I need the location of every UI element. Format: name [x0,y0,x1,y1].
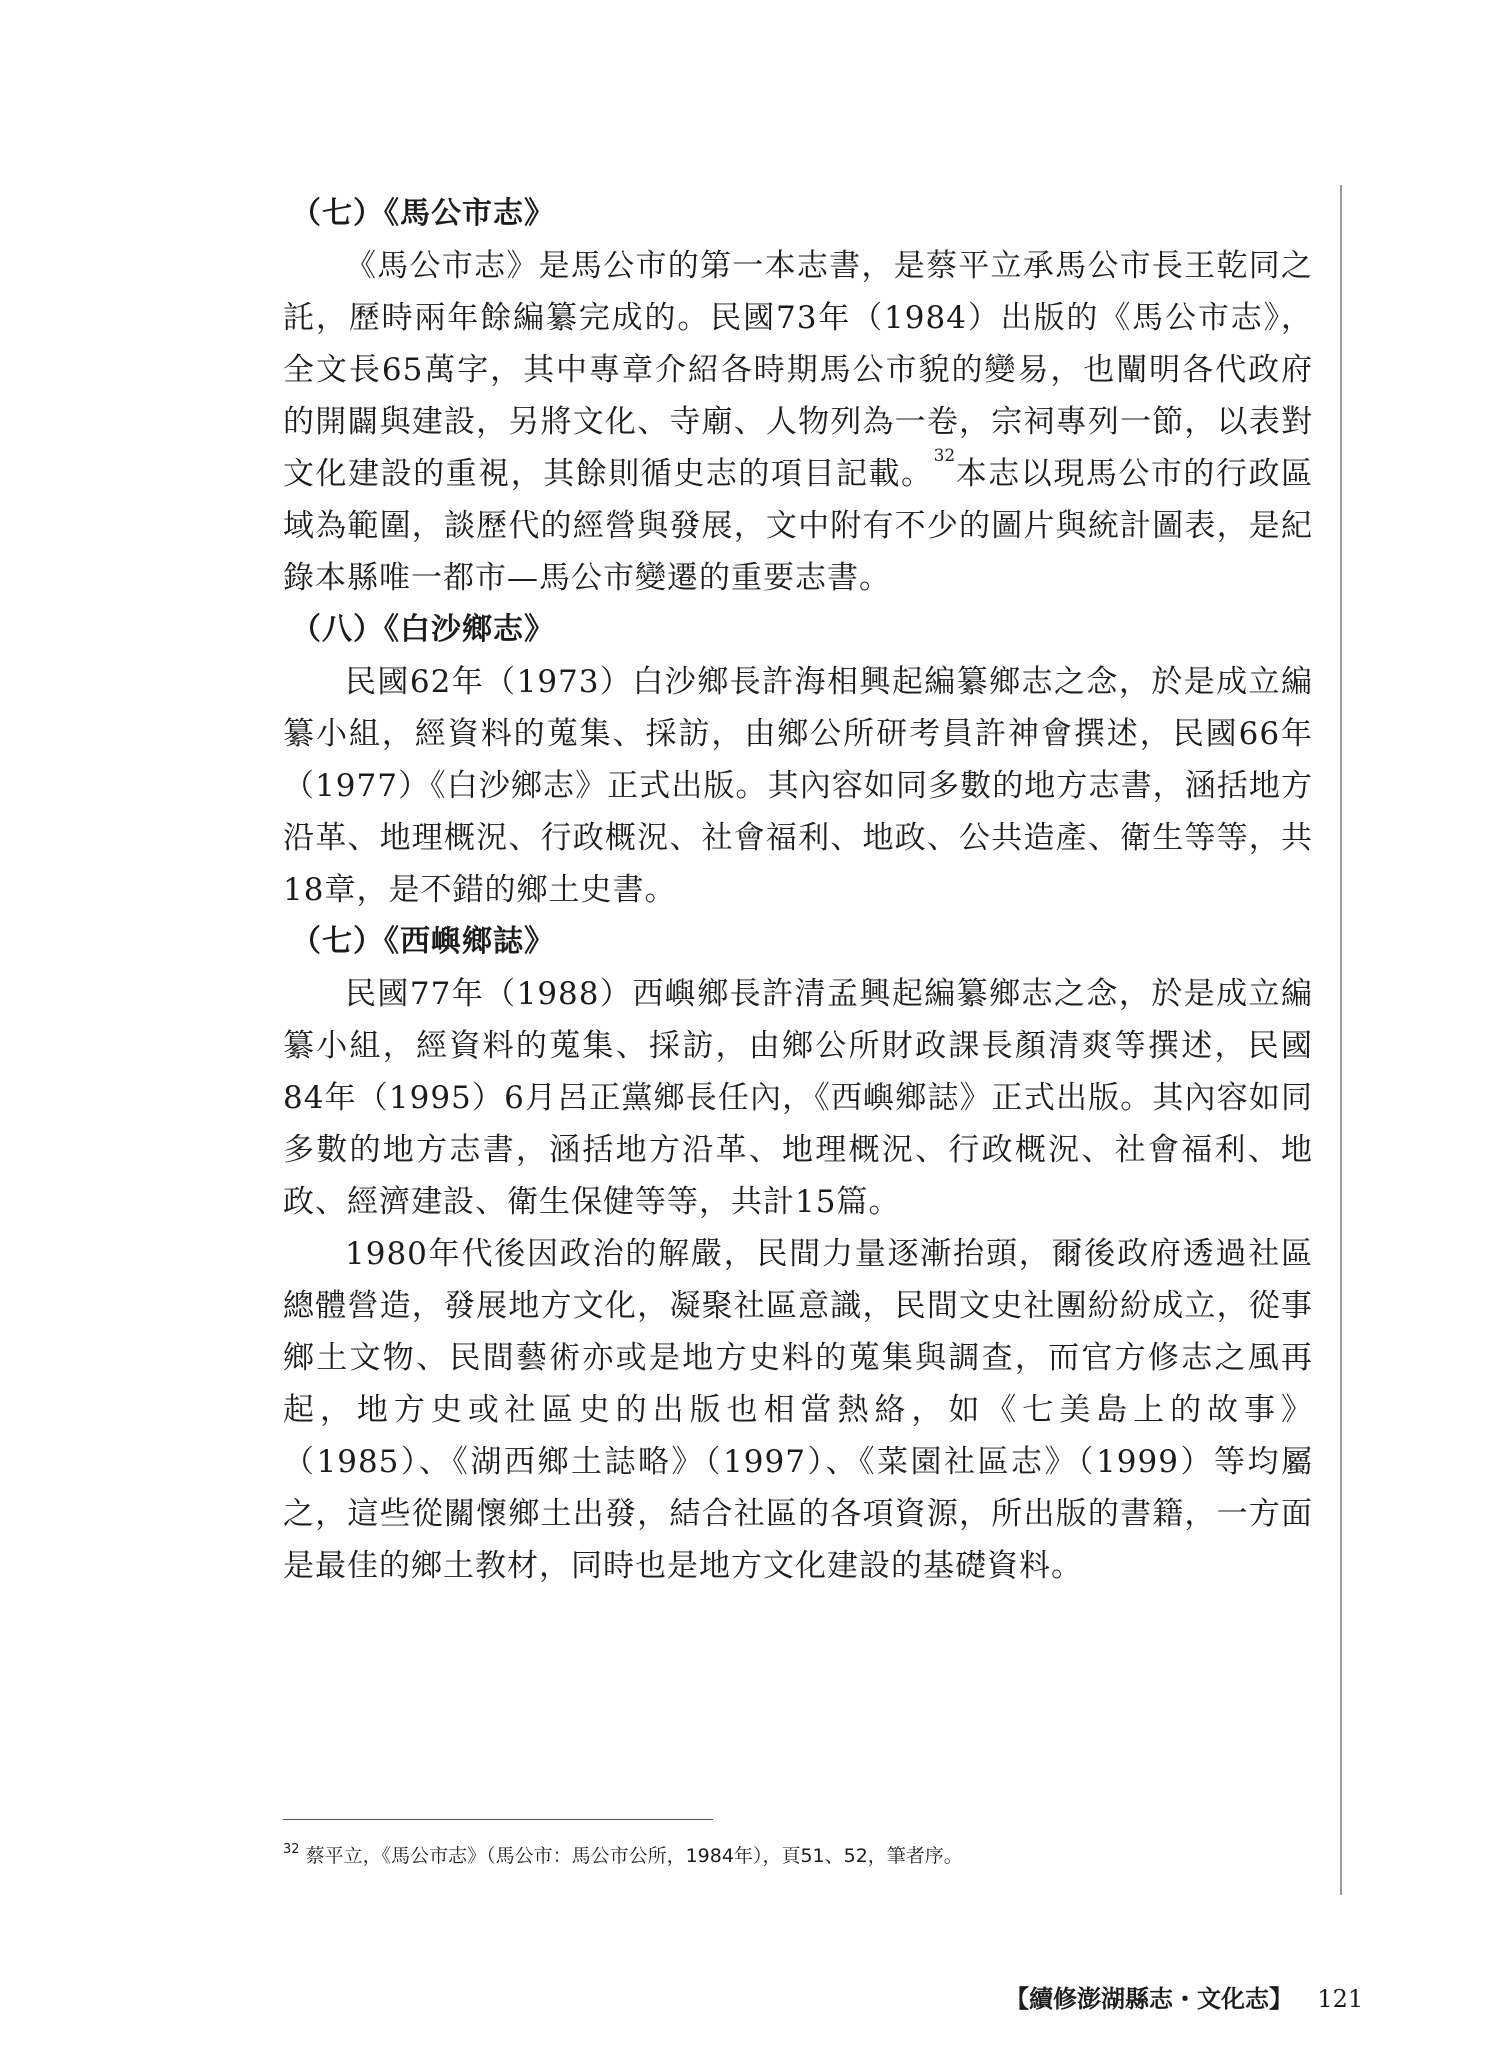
footnote-text: 蔡平立，《馬公市志》（馬公市：馬公市公所，1984年），頁51、52，筆者序。 [305,1845,963,1867]
paragraph-baisha: 民國62年（1973）白沙鄉長許海相興起編纂鄉志之念，於是成立編纂小組，經資料的蒐集、採訪，由鄉公所研考員許神會撰述，民國66年（1977）《白沙鄉志》正式出版。其內容如同多數的地方志書，涵括地方沿革、地理概況、行政概況、社會福利、地政、公共造產、衛生等等，共18章，是不錯的鄉土史書。 [283,664,1313,908]
paragraph-magong [283,240,1313,604]
paragraph-xiyu: 民國77年（1988）西嶼鄉長許清孟興起編纂鄉志之念，於是成立編纂小組，經資料的蒐集、採訪，由鄉公所財政課長顏清爽等撰述，民國84年（1995）6月呂正黨鄉長任內，《西嶼鄉誌》正式出版。其內容如同多數的地方志書，涵括地方沿革、地理概況、行政概況、社會福利、地政、經濟建設、衛生保健等等，共計15篇。 [283,976,1313,1220]
footnote [283,1843,963,1869]
section-magong [283,188,1313,604]
running-footer [1005,1983,1363,2015]
section-heading-xiyu: （七）《西嶼鄉誌》 [291,924,555,959]
section-xiyu [283,916,1313,1592]
footnote-reference[interactable]: 32 [933,446,956,466]
footnote-number: 32 [283,1842,300,1857]
section-heading-magong: （七）《馬公市志》 [291,196,555,231]
paragraph-text: 本志以現馬公市的行政區域為範圍，談歷代的經營與發展，文中附有不少的圖片與統計圖表，是紀錄本縣唯一都市—馬公市變遷的重要志書。 [283,456,1314,596]
section-baisha [283,604,1313,916]
paragraph-1980s: 1980年代後因政治的解嚴，民間力量逐漸抬頭，爾後政府透過社區總體營造，發展地方文化，凝聚社區意識，民間文史社團紛紛成立，從事鄉土文物、民間藝術亦或是地方史料的蒐集與調查，而官方修志之風再起，地方史或社區史的出版也相當熱絡，如《七美島上的故事》（1985）、《湖西鄉土誌略》（1997）、《菜園社區志》（1999）等均屬之，這些從關懷鄉土出發，結合社區的各項資源，所出版的書籍，一方面是最佳的鄉土教材，同時也是地方文化建設的基礎資料。 [283,1236,1313,1584]
running-title: 【續修澎湖縣志・文化志】 [1005,1984,1293,2013]
body-text [283,188,1313,1592]
section-heading-baisha: （八）《白沙鄉志》 [291,612,555,647]
paragraph-text: 《馬公市志》是馬公市的第一本志書，是蔡平立承馬公市長王乾同之託，歷時兩年餘編纂完成的。民國73年（1984）出版的《馬公市志》，全文長65萬字，其中專章介紹各時期馬公市貌的變易，也闡明各代政府的開闢與建設，另將文化、寺廟、人物列為一卷，宗祠專列一節，以表對文化建設的重視，其餘則循史志的項目記載。 [283,248,1313,492]
margin-rule [1340,185,1342,1895]
page-number: 121 [1317,1985,1364,2013]
footnote-divider [283,1819,713,1820]
